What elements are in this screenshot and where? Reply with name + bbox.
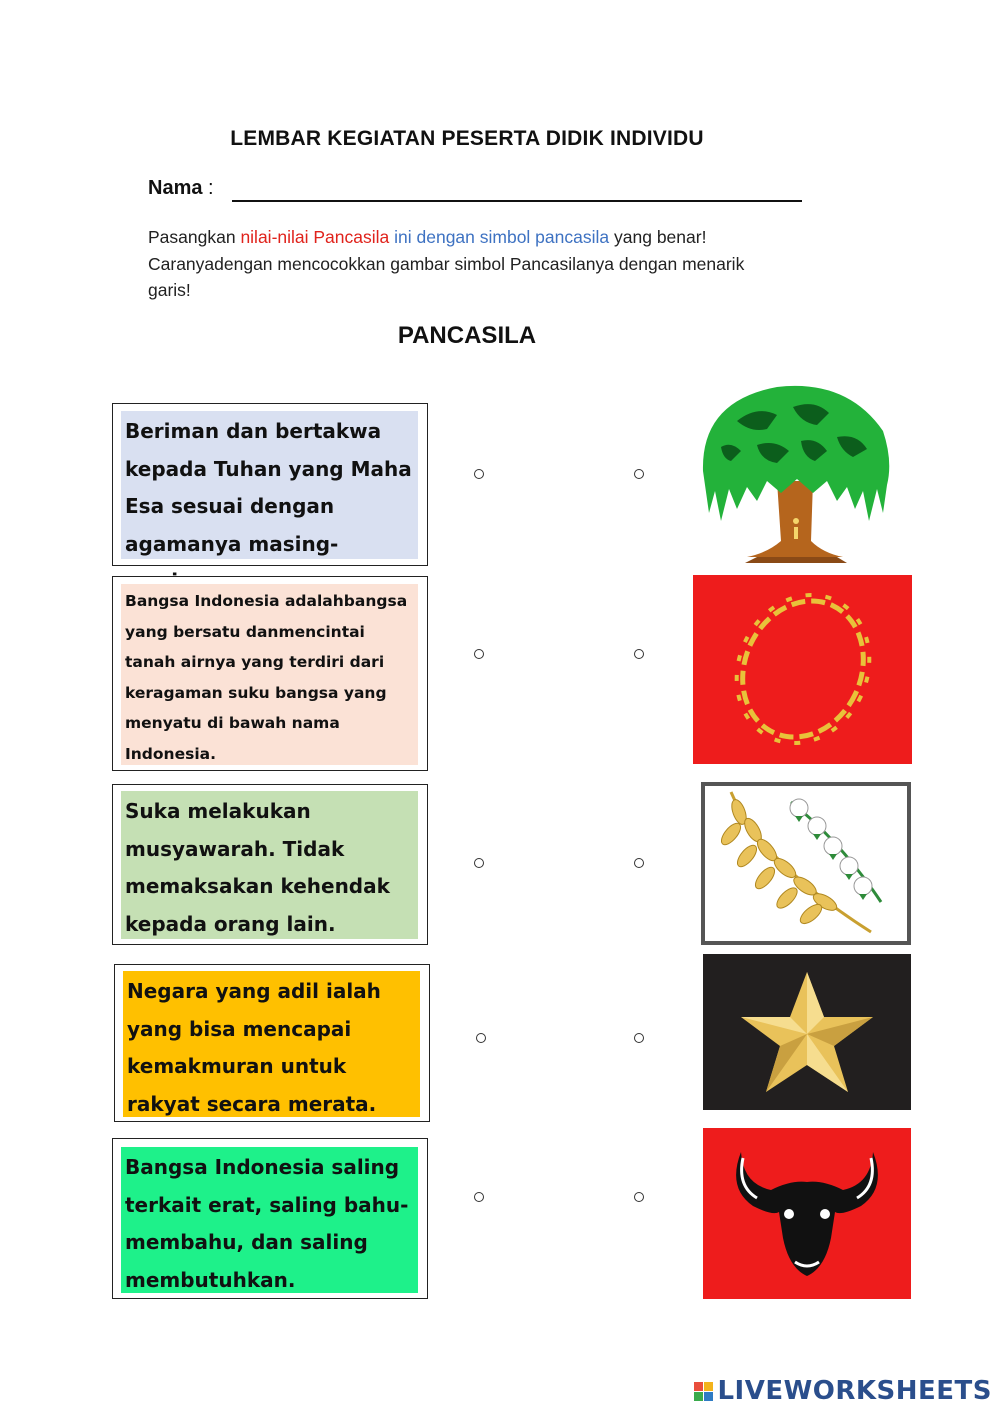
value-card-text: Bangsa Indonesia saling terkait erat, saling bahu-membahu, dan saling membutuhkan.	[121, 1147, 418, 1293]
value-card-1	[112, 403, 428, 566]
match-dot-left-1[interactable]	[474, 469, 484, 479]
instruction-part: Pasangkan	[148, 227, 241, 247]
match-dot-right-5[interactable]	[634, 1192, 644, 1202]
name-colon: :	[202, 177, 214, 199]
value-card-text: Beriman dan bertakwa kepada Tuhan yang Maha Esa sesuai dengan agamanya masing-	[121, 411, 418, 559]
name-label	[148, 177, 214, 200]
bull-head-symbol	[703, 1128, 911, 1299]
match-dot-right-3[interactable]	[634, 858, 644, 868]
match-dot-left-4[interactable]	[476, 1033, 486, 1043]
brand-icon	[694, 1382, 713, 1401]
value-card-text: Negara yang adil ialah yang bisa mencapai kemakmuran untuk rakyat secara merata.	[123, 971, 420, 1117]
name-input-line[interactable]	[232, 200, 802, 202]
match-dot-right-2[interactable]	[634, 649, 644, 659]
value-card-5	[112, 1138, 428, 1299]
section-heading: PANCASILA	[397, 322, 537, 349]
value-card-4	[114, 964, 430, 1122]
chain-symbol	[693, 575, 912, 764]
value-card-text: Suka melakukan musyawarah. Tidak memaksakan kehendak kepada orang lain.	[121, 791, 418, 939]
match-dot-left-2[interactable]	[474, 649, 484, 659]
match-dot-right-4[interactable]	[634, 1033, 644, 1043]
name-label-text: Nama	[148, 177, 203, 199]
banyan-tree-symbol	[697, 381, 893, 565]
star-symbol	[703, 954, 911, 1110]
value-card-2	[112, 576, 428, 771]
match-dot-left-5[interactable]	[474, 1192, 484, 1202]
worksheet-title: LEMBAR KEGIATAN PESERTA DIDIK INDIVIDU	[230, 127, 704, 150]
match-dot-left-3[interactable]	[474, 858, 484, 868]
value-card-text: Bangsa Indonesia adalahbangsa yang bersatu danmencintai tanah airnya yang terdiri dari keragaman suku bangsa yang menyatu di bawah nama Indonesia.	[121, 584, 418, 765]
instruction-part: yang benar! Caranyadengan mencocokkan gambar simbol Pancasilanya dengan menarik garis!	[148, 227, 745, 300]
instruction-text	[148, 224, 748, 304]
instruction-highlight-red: nilai-nilai Pancasila	[240, 227, 390, 247]
match-dot-right-1[interactable]	[634, 469, 644, 479]
instruction-highlight-blue: ini dengan simbol pancasila	[389, 227, 610, 247]
rice-cotton-symbol	[701, 782, 911, 945]
brand-logo	[694, 1376, 992, 1406]
value-card-3	[112, 784, 428, 945]
brand-text: LIVEWORKSHEETS	[717, 1376, 992, 1406]
